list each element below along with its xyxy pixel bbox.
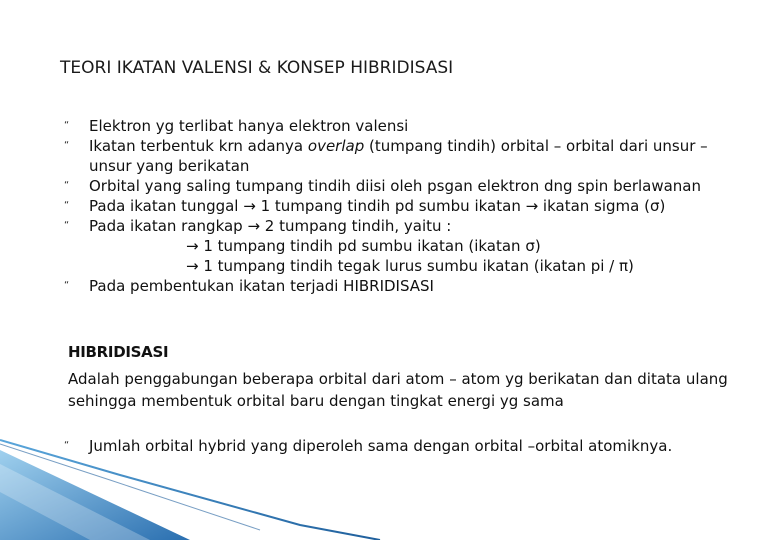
list-item bbox=[64, 196, 744, 216]
bullet-text: Pada ikatan tunggal → 1 tumpang tindih pd sumbu ikatan → ikatan sigma (σ) bbox=[89, 197, 666, 215]
list-item bbox=[64, 276, 744, 296]
bullet-text-part: (tumpang tindih) orbital – orbital dari unsur – unsur yang berikatan bbox=[89, 137, 708, 175]
list-item bbox=[64, 116, 744, 136]
bullet-icon: “ bbox=[64, 200, 70, 211]
list-item bbox=[64, 176, 744, 196]
corner-decoration bbox=[0, 430, 780, 540]
section-heading: HIBRIDISASI bbox=[68, 343, 169, 361]
slide-title: TEORI IKATAN VALENSI & KONSEP HIBRIDISASI bbox=[60, 58, 454, 78]
bullet-text: Pada pembentukan ikatan terjadi HIBRIDISASI bbox=[89, 277, 434, 295]
bullet-text: Elektron yg terlibat hanya elektron valensi bbox=[89, 117, 409, 135]
sub-item: → 1 tumpang tindih tegak lurus sumbu ikatan (ikatan pi / π) bbox=[186, 257, 634, 275]
bullet-text-italic: overlap bbox=[307, 137, 365, 155]
bullet-icon: “ bbox=[64, 220, 70, 231]
bullet-text: Jumlah orbital hybrid yang diperoleh sama dengan orbital –orbital atomiknya. bbox=[89, 437, 673, 455]
section-description: Adalah penggabungan beberapa orbital dari atom – atom yg berikatan dan ditata ulang sehingga membentuk orbital baru dengan tingkat energi yg sama bbox=[68, 370, 728, 410]
bullet-text bbox=[89, 136, 744, 176]
list-item bbox=[64, 216, 744, 236]
sub-item: → 1 tumpang tindih pd sumbu ikatan (ikatan σ) bbox=[186, 237, 541, 255]
bullet-icon: “ bbox=[64, 140, 70, 151]
bullet-text: Orbital yang saling tumpang tindih diisi oleh psgan elektron dng spin berlawanan bbox=[89, 177, 702, 195]
bullet-icon: “ bbox=[64, 120, 70, 131]
list-item bbox=[64, 136, 744, 176]
bullet-icon: “ bbox=[64, 440, 70, 451]
bullet-icon: “ bbox=[64, 180, 70, 191]
bullet-icon: “ bbox=[64, 280, 70, 291]
bullet-text-part: Ikatan terbentuk krn adanya bbox=[89, 137, 308, 155]
bullet-text: Pada ikatan rangkap → 2 tumpang tindih, yaitu : bbox=[89, 217, 452, 235]
bullet-list bbox=[64, 116, 744, 296]
